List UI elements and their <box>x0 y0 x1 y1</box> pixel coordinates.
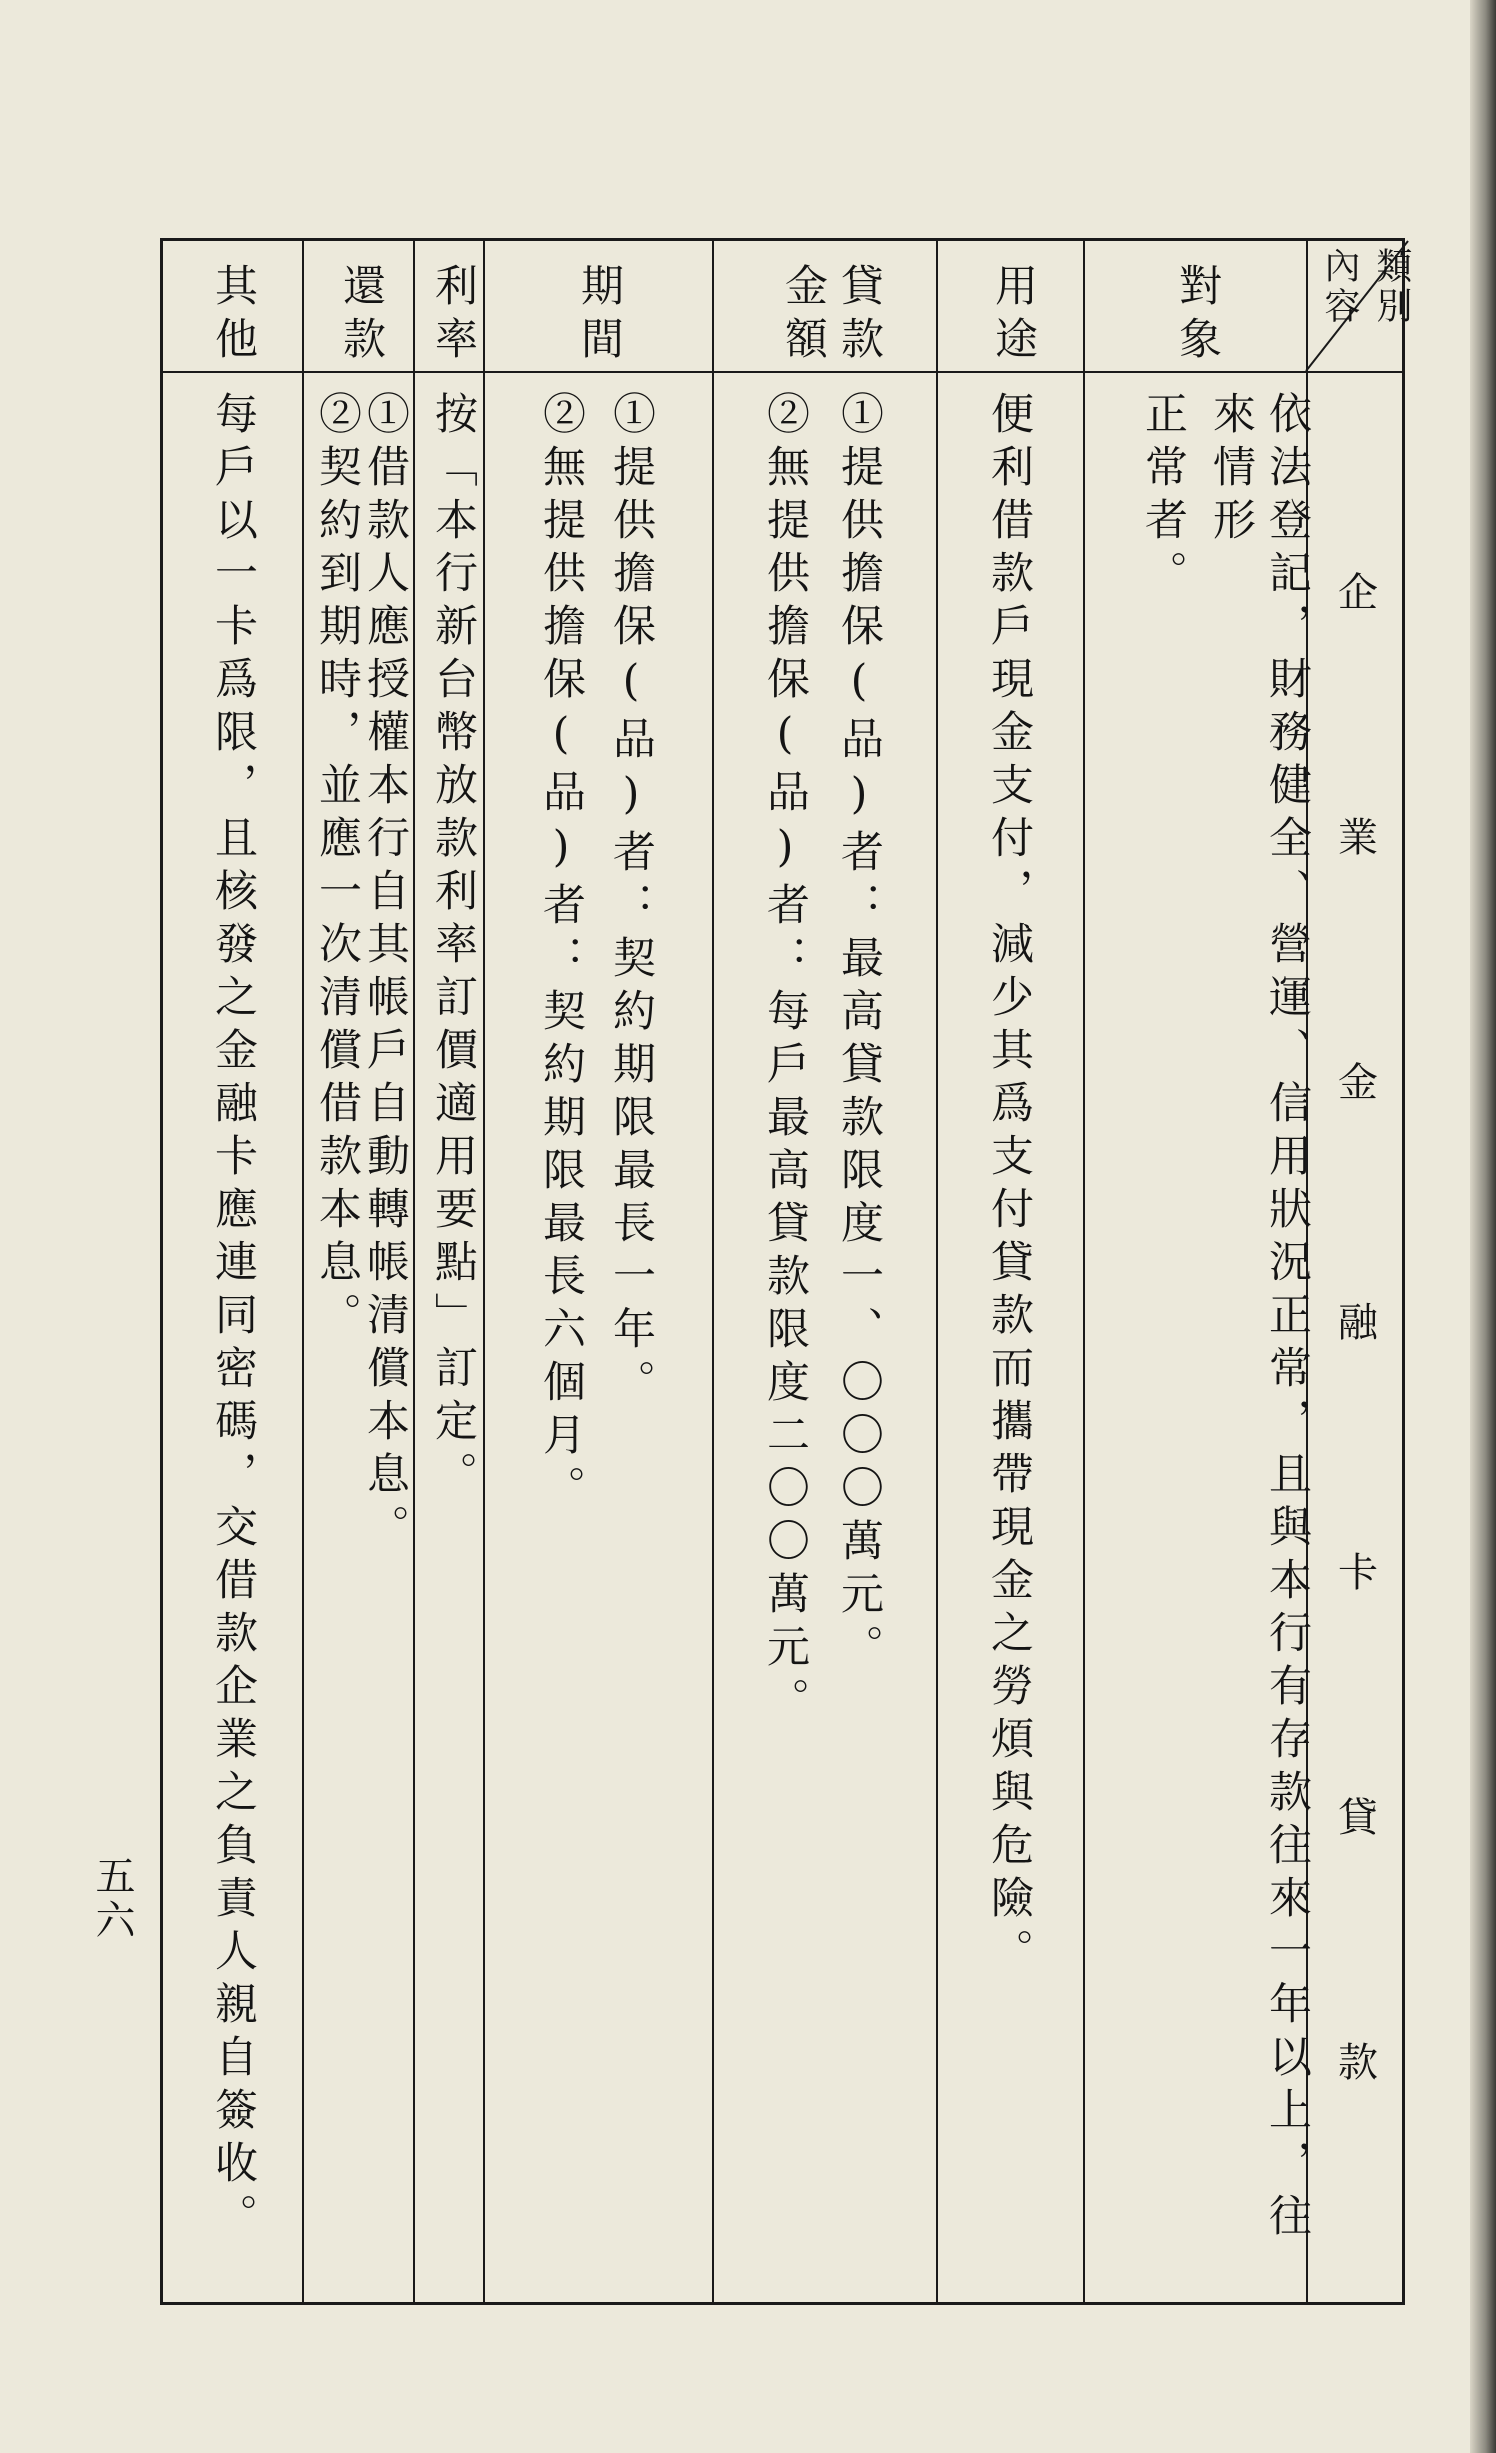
period-line-1: ①提供擔保(品)者：契約期限最長一年。 <box>606 391 656 1412</box>
title-char: 款 <box>1338 2040 1378 2086</box>
corner-content-label: 內容 <box>1319 247 1360 327</box>
repayment-line-1: ①借款人應授權本行自其帳戶自動轉帳清償本息。 <box>360 391 410 1557</box>
corner-category-label: 類別 <box>1371 247 1412 327</box>
target-line-2: 正常者。 <box>1138 391 1188 603</box>
title-char: 貸 <box>1338 1795 1378 1841</box>
interest-rate-line-1: 按「本行新台幣放款利率訂價適用要點」訂定。 <box>428 391 478 1504</box>
title-char: 業 <box>1338 815 1378 861</box>
header-repayment: 還款 <box>336 263 386 369</box>
loan-amount-line-2: ②無提供擔保(品)者：每戶最高貸款限度二〇〇萬元。 <box>760 391 810 1730</box>
header-interest-rate: 利率 <box>428 263 478 369</box>
title-char: 融 <box>1338 1300 1378 1346</box>
header-target: 對象 <box>1172 263 1222 369</box>
header-loan-amount: 貸款金額 <box>778 263 884 369</box>
loan-amount-line-1: ①提供擔保(品)者：最高貸款限度一、〇〇〇萬元。 <box>834 391 884 1677</box>
col-divider <box>483 241 485 2302</box>
title-char: 企 <box>1338 570 1378 616</box>
col-divider <box>936 241 938 2302</box>
repayment-line-2: ②契約到期時，並應一次清償借款本息。 <box>312 391 362 1345</box>
col-divider <box>413 241 415 2302</box>
col-divider <box>1083 241 1085 2302</box>
header-other: 其他 <box>208 263 258 369</box>
period-line-2: ②無提供擔保(品)者：契約期限最長六個月。 <box>536 391 586 1518</box>
page-number: 五六 <box>89 1855 135 1943</box>
col-divider <box>302 241 304 2302</box>
loan-table <box>160 238 1412 2305</box>
page-edge <box>1470 0 1496 2453</box>
header-period: 期間 <box>574 263 624 369</box>
col-divider <box>712 241 714 2302</box>
other-line-1: 每戶以一卡爲限，且核發之金融卡應連同密碼，交借款企業之負責人親自簽收。 <box>208 391 258 2246</box>
purpose-line-1: 便利借款戶現金支付，減少其爲支付貸款而攜帶現金之勞煩與危險。 <box>984 391 1034 1981</box>
target-line-1: 依法登記，財務健全、營運、信用狀況正常，且與本行有存款往來一年以上，往來情形 <box>1206 391 1312 2246</box>
header-purpose: 用途 <box>988 263 1038 369</box>
title-char: 金 <box>1338 1060 1378 1106</box>
title-char: 卡 <box>1338 1550 1378 1596</box>
